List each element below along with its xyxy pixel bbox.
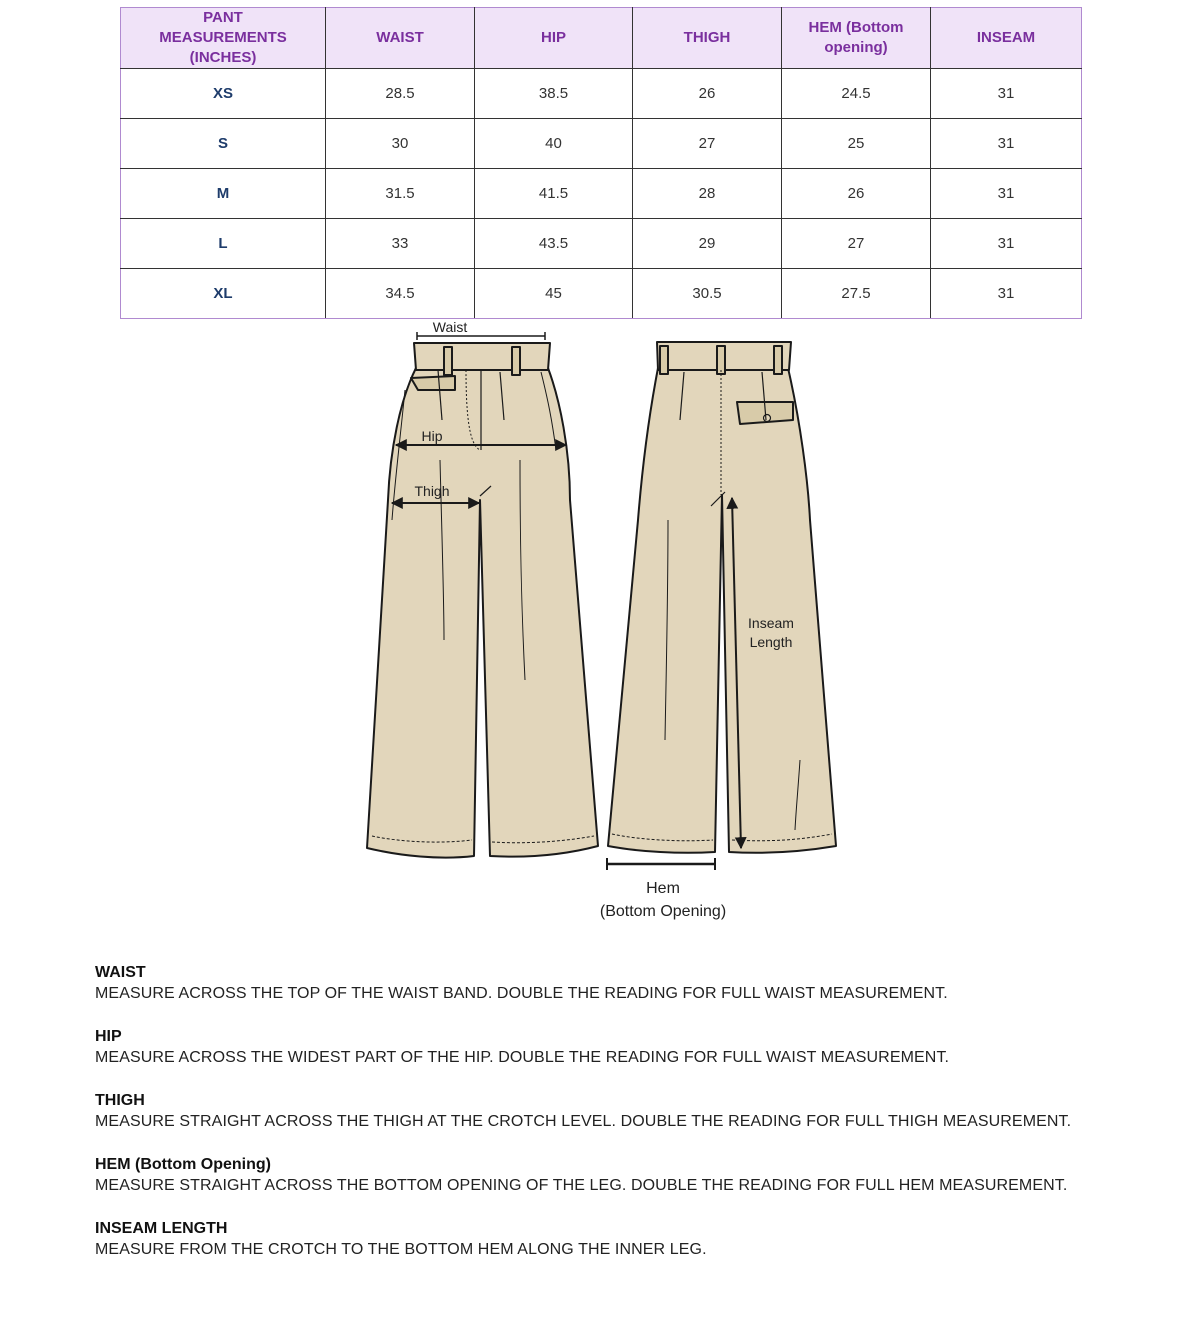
thigh-cell: 27	[633, 119, 782, 169]
inseam-cell: 31	[931, 169, 1082, 219]
header-measurements	[121, 8, 326, 69]
inseam-cell: 31	[931, 269, 1082, 319]
thigh-cell: 29	[633, 219, 782, 269]
size-cell: L	[121, 219, 326, 269]
hip-cell: 38.5	[475, 69, 633, 119]
hip-cell: 45	[475, 269, 633, 319]
table-header-row	[121, 8, 1082, 69]
belt-loop	[774, 346, 782, 374]
size-cell: XL	[121, 269, 326, 319]
belt-loop	[717, 346, 725, 374]
table-row	[121, 69, 1082, 119]
waist-cell: 28.5	[326, 69, 475, 119]
header-thigh: THIGH	[633, 8, 782, 69]
belt-loop	[660, 346, 668, 374]
instruction-text: MEASURE STRAIGHT ACROSS THE BOTTOM OPENING OF THE LEG. DOUBLE THE READING FOR FULL HEM MEASUREMENT.	[95, 1177, 1068, 1194]
instruction-text: MEASURE ACROSS THE WIDEST PART OF THE HIP. DOUBLE THE READING FOR FULL WAIST MEASUREMENT.	[95, 1049, 950, 1066]
front-pant-illustration	[367, 343, 598, 858]
size-chart-table	[120, 7, 1082, 319]
instruction-waist	[95, 963, 1175, 1005]
waist-cell: 34.5	[326, 269, 475, 319]
table-row	[121, 269, 1082, 319]
hem-cell: 27	[782, 219, 931, 269]
pant-measurement-diagram	[350, 318, 850, 928]
instruction-title: HEM (Bottom Opening)	[95, 1156, 271, 1173]
instruction-thigh	[95, 1091, 1175, 1133]
inseam-cell: 31	[931, 119, 1082, 169]
hem-measure-line	[607, 858, 715, 870]
belt-loop	[444, 347, 452, 375]
hip-label: Hip	[421, 428, 443, 444]
instruction-title: THIGH	[95, 1092, 145, 1109]
header-measurements-label: PANT MEASUREMENTS (INCHES)	[159, 9, 287, 66]
hem-label-line-2: (Bottom Opening)	[599, 903, 727, 920]
hem-cell: 24.5	[782, 69, 931, 119]
waist-cell: 33	[326, 219, 475, 269]
waist-cell: 31.5	[326, 169, 475, 219]
instruction-text: MEASURE FROM THE CROTCH TO THE BOTTOM HEM ALONG THE INNER LEG.	[95, 1241, 707, 1258]
instruction-title: WAIST	[95, 964, 146, 981]
thigh-cell: 26	[633, 69, 782, 119]
hem-label-line-1: Hem	[646, 880, 680, 897]
instruction-title: INSEAM LENGTH	[95, 1220, 228, 1237]
header-hem-label: HEM (Bottom opening)	[808, 19, 904, 56]
pocket-button	[764, 415, 771, 422]
thigh-label: Thigh	[414, 483, 450, 499]
back-pant-body	[608, 368, 836, 853]
size-cell: M	[121, 169, 326, 219]
thigh-cell: 30.5	[633, 269, 782, 319]
size-cell: XS	[121, 69, 326, 119]
header-waist: WAIST	[326, 8, 475, 69]
inseam-label-line-2: Length	[749, 634, 793, 650]
hem-cell: 26	[782, 169, 931, 219]
hem-cell: 27.5	[782, 269, 931, 319]
thigh-cell: 28	[633, 169, 782, 219]
table-row	[121, 169, 1082, 219]
header-hip: HIP	[475, 8, 633, 69]
size-cell: S	[121, 119, 326, 169]
waist-label: Waist	[432, 319, 468, 335]
instruction-text: MEASURE STRAIGHT ACROSS THE THIGH AT THE CROTCH LEVEL. DOUBLE THE READING FOR FULL THIGH MEASUREMENT.	[95, 1113, 1072, 1130]
back-pant-illustration	[608, 342, 836, 853]
hip-cell: 41.5	[475, 169, 633, 219]
hip-cell: 43.5	[475, 219, 633, 269]
waist-cell: 30	[326, 119, 475, 169]
measurement-instructions	[95, 963, 1175, 1283]
belt-loop	[512, 347, 520, 375]
header-hem	[782, 8, 931, 69]
inseam-cell: 31	[931, 69, 1082, 119]
inseam-cell: 31	[931, 219, 1082, 269]
inseam-label-line-1: Inseam	[748, 615, 794, 631]
instruction-hip	[95, 1027, 1175, 1069]
table-row	[121, 119, 1082, 169]
instruction-inseam	[95, 1219, 1175, 1261]
front-pocket-flap	[411, 376, 455, 390]
table-row	[121, 219, 1082, 269]
front-pant-body	[367, 368, 598, 858]
instruction-text: MEASURE ACROSS THE TOP OF THE WAIST BAND. DOUBLE THE READING FOR FULL WAIST MEASUREMENT.	[95, 985, 948, 1002]
instruction-hem	[95, 1155, 1175, 1197]
hip-cell: 40	[475, 119, 633, 169]
instruction-title: HIP	[95, 1028, 122, 1045]
front-waistband	[414, 343, 550, 370]
hem-cell: 25	[782, 119, 931, 169]
header-inseam: INSEAM	[931, 8, 1082, 69]
